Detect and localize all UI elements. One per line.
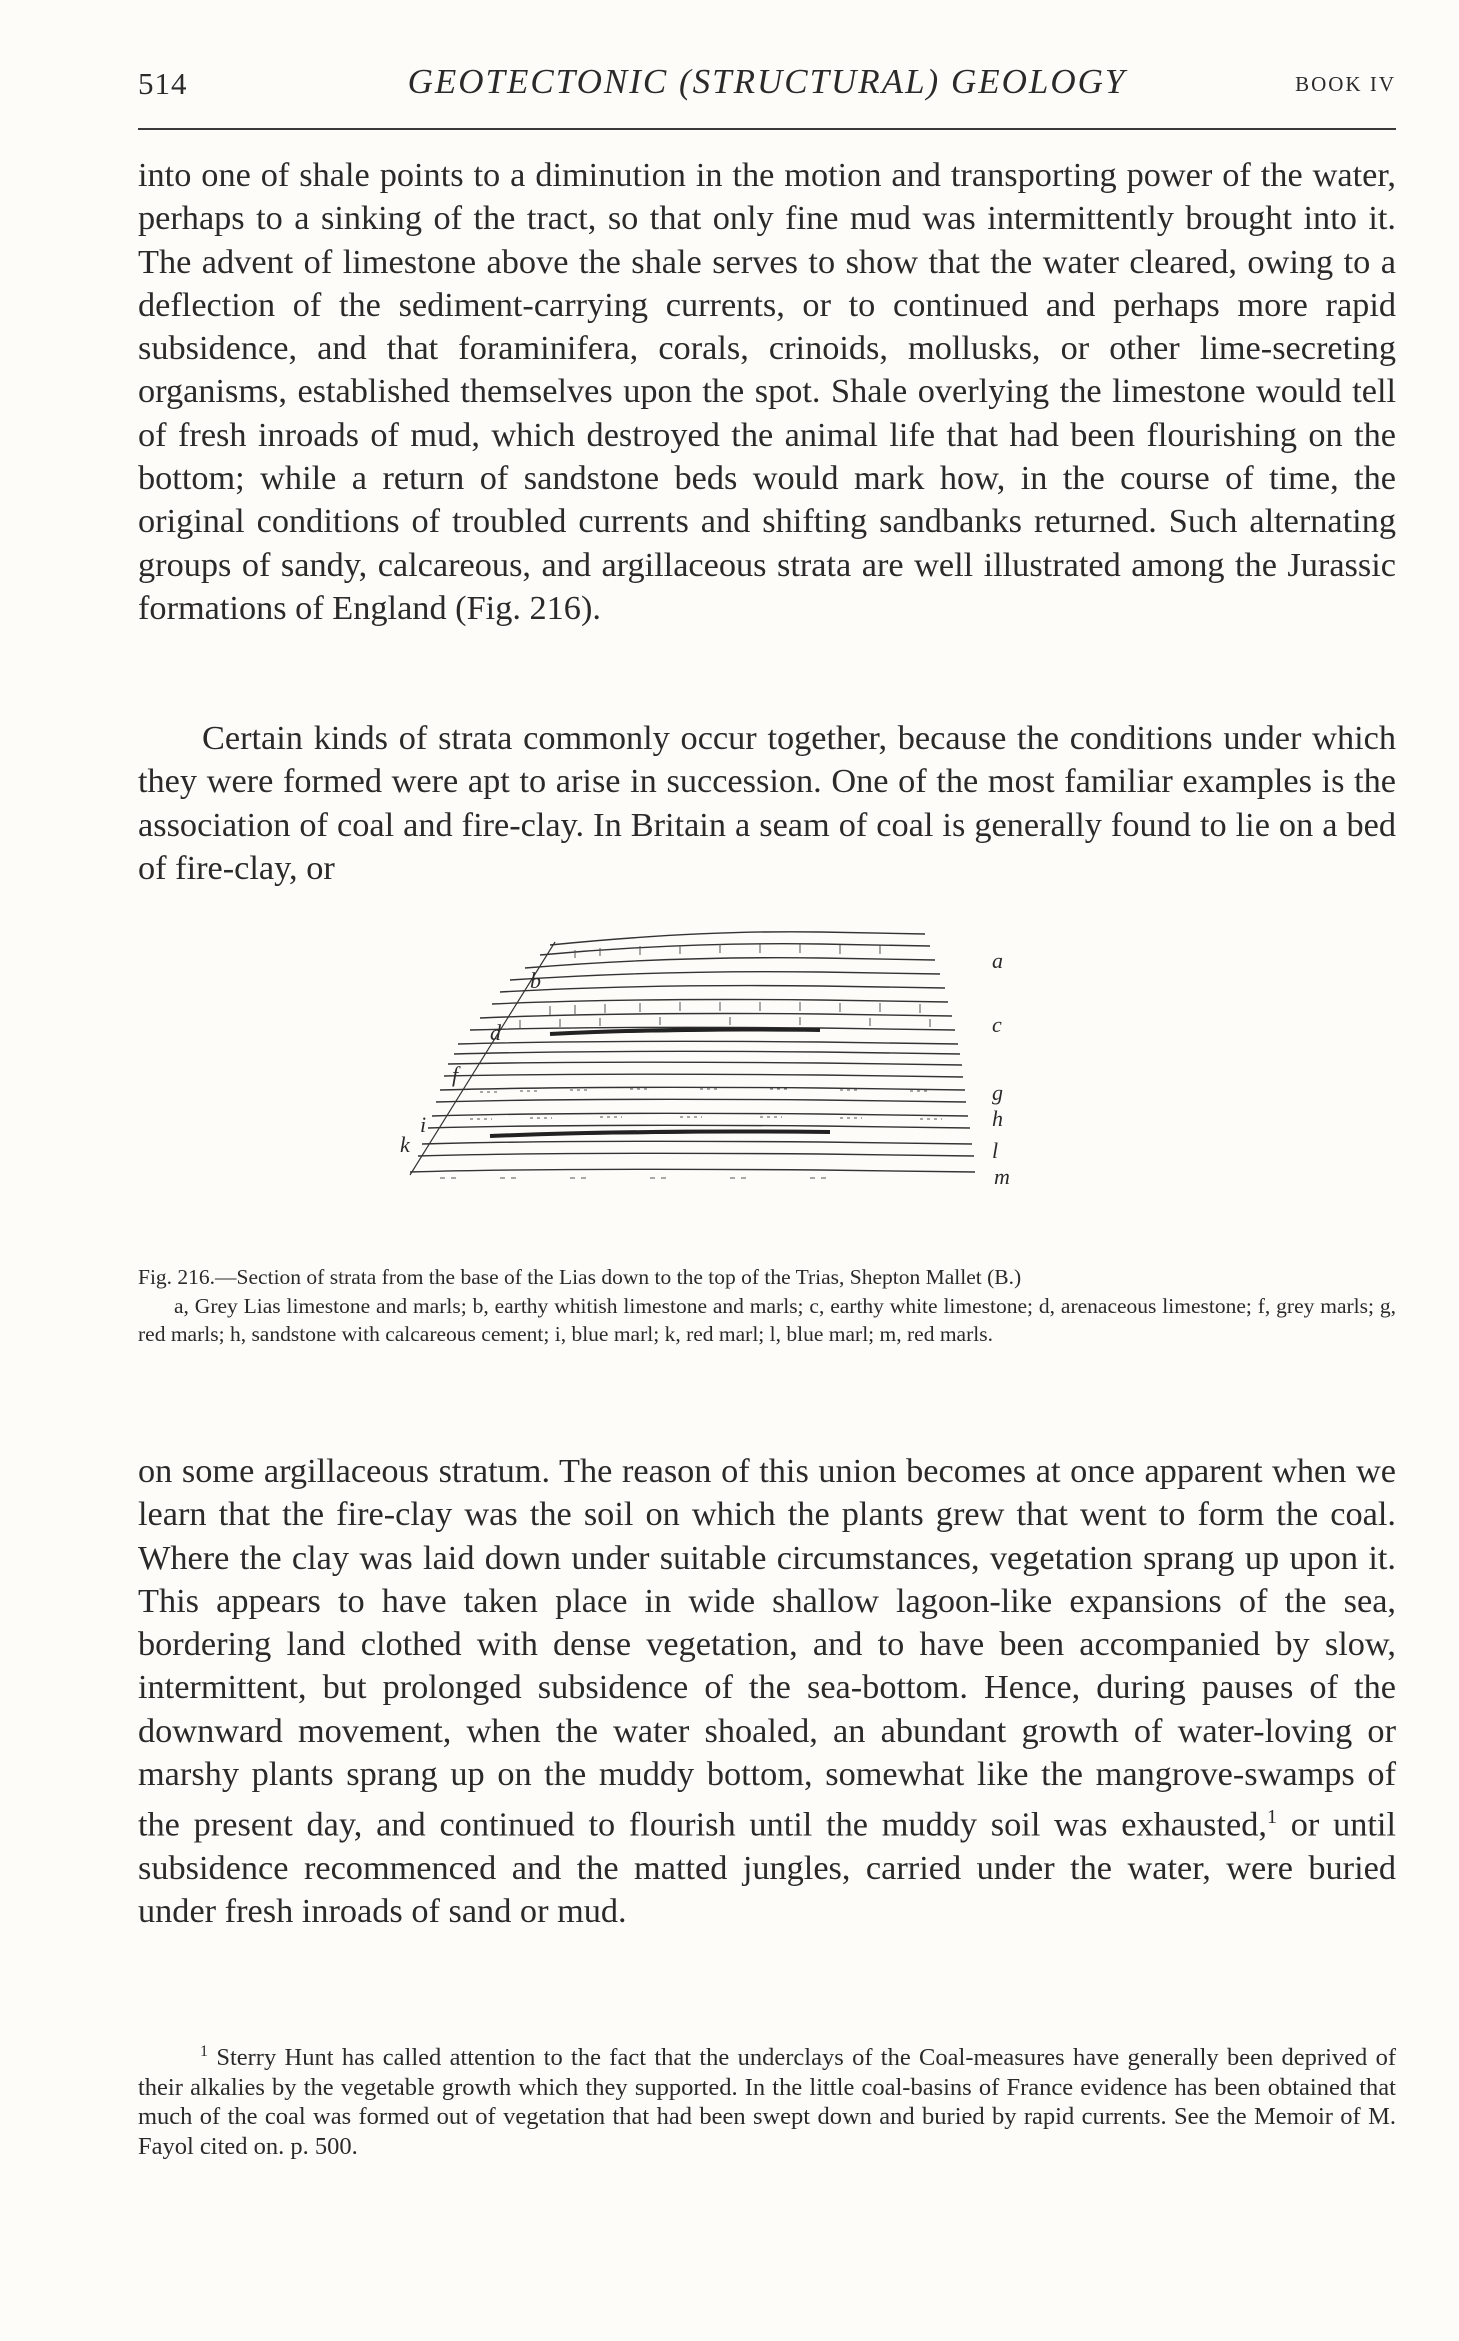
paragraph-coal-fireclay: Certain kinds of strata commonly occur together, because the conditions under which they were formed were apt to arise in succession. One of the most familiar examples is the association of coal and fire-clay. In Britain a seam of coal is generally found to lie on a bed of fire-clay, or — [138, 719, 1396, 887]
label-h: h — [992, 1106, 1003, 1131]
footnote-text: Sterry Hunt has called attention to the fact that the underclays of the Coal-measures have generally been deprived of their alkalies by the vegetable growth which they supported. In the little coal-basins of France evidence has been obtained that much of the coal was formed out of vegetation that had been swept down and buried by rapid currents. See the Memoir of M. Fayol cited on. p. 500. — [138, 2044, 1396, 2160]
caption-key: a, Grey Lias limestone and marls; b, earthy whitish limestone and marls; c, earthy white limestone; d, arenaceous limestone; f, grey marls; g, red marls; h, sandstone with calcareous cement; i, blue marl; k, red marl; l, blue marl; m, red marls. — [138, 1293, 1396, 1346]
header-rule — [138, 128, 1396, 130]
page-number: 514 — [138, 66, 188, 101]
label-i: i — [420, 1112, 427, 1137]
strata-section-drawing — [400, 920, 1120, 1255]
label-a: a — [992, 948, 1003, 973]
paragraph-text-b: or until subsidence recommenced and the matted jungles, carried under the water, were buried under fresh inroads of sand or mud. — [138, 1805, 1396, 1931]
label-g: g — [992, 1080, 1003, 1105]
running-head — [138, 58, 1396, 108]
caption-title: Fig. 216.—Section of strata from the base of the Lias down to the top of the Trias, Shepton Mallet (B.) — [138, 1265, 1022, 1289]
figure-caption — [138, 1263, 1396, 1349]
label-f: f — [452, 1062, 459, 1087]
label-d: d — [490, 1020, 501, 1045]
label-l: l — [992, 1138, 999, 1163]
footnote-reference[interactable]: 1 — [1266, 1806, 1277, 1829]
book-label: BOOK IV — [1295, 72, 1396, 96]
running-title: GEOTECTONIC (STRUCTURAL) GEOLOGY — [407, 62, 1127, 101]
label-k: k — [400, 1132, 410, 1157]
paragraph-fireclay-soil — [138, 1450, 1396, 1934]
paragraph-continued: into one of shale points to a diminution in the motion and transporting power of the water, perhaps to a sinking of the tract, so that only fine mud was intermittently brought into it. The advent of limestone above the shale serves to show that the water cleared, owing to a deflection of the sediment-carrying currents, or to continued and perhaps more rapid subsidence, and that foraminifera, corals, crinoids, mollusks, or other lime-secreting organisms, established themselves upon the spot. Shale overlying the limestone would tell of fresh inroads of mud, which destroyed the animal life that had been flourishing on the bottom; while a return of sandstone beds would mark how, in the course of time, the original conditions of troubled currents and shifting sandbanks returned. Such alternating groups of sandy, calcareous, and argillaceous strata are well illustrated among the Jurassic formations of England (Fig. 216). — [138, 156, 1396, 627]
figure-216-strata-section — [400, 920, 1120, 1255]
paragraph-text-a: on some argillaceous stratum. The reason of this union becomes at once apparent when we learn that the fire-clay was the soil on which the plants grew that went to form the coal. Where the clay was laid down under suitable circumstances, vegetation sprang up upon it. This appears to have taken place in wide shallow lagoon-like expansions of the sea, bordering land clothed with dense vegetation, and to have been accompanied by slow, intermittent, but prolonged subsidence of the sea-bottom. Hence, during pauses of the downward movement, when the water shoaled, an abundant growth of water-loving or marshy plants sprang up on the muddy bottom, somewhat like the mangrove-swamps of the present day, and continued to flourish until the muddy soil was exhausted, — [138, 1452, 1396, 1844]
label-b: b — [530, 968, 541, 993]
footnote — [138, 2037, 1396, 2161]
footnote-marker: 1 — [200, 2043, 208, 2060]
label-m: m — [994, 1164, 1010, 1189]
label-c: c — [992, 1012, 1002, 1037]
